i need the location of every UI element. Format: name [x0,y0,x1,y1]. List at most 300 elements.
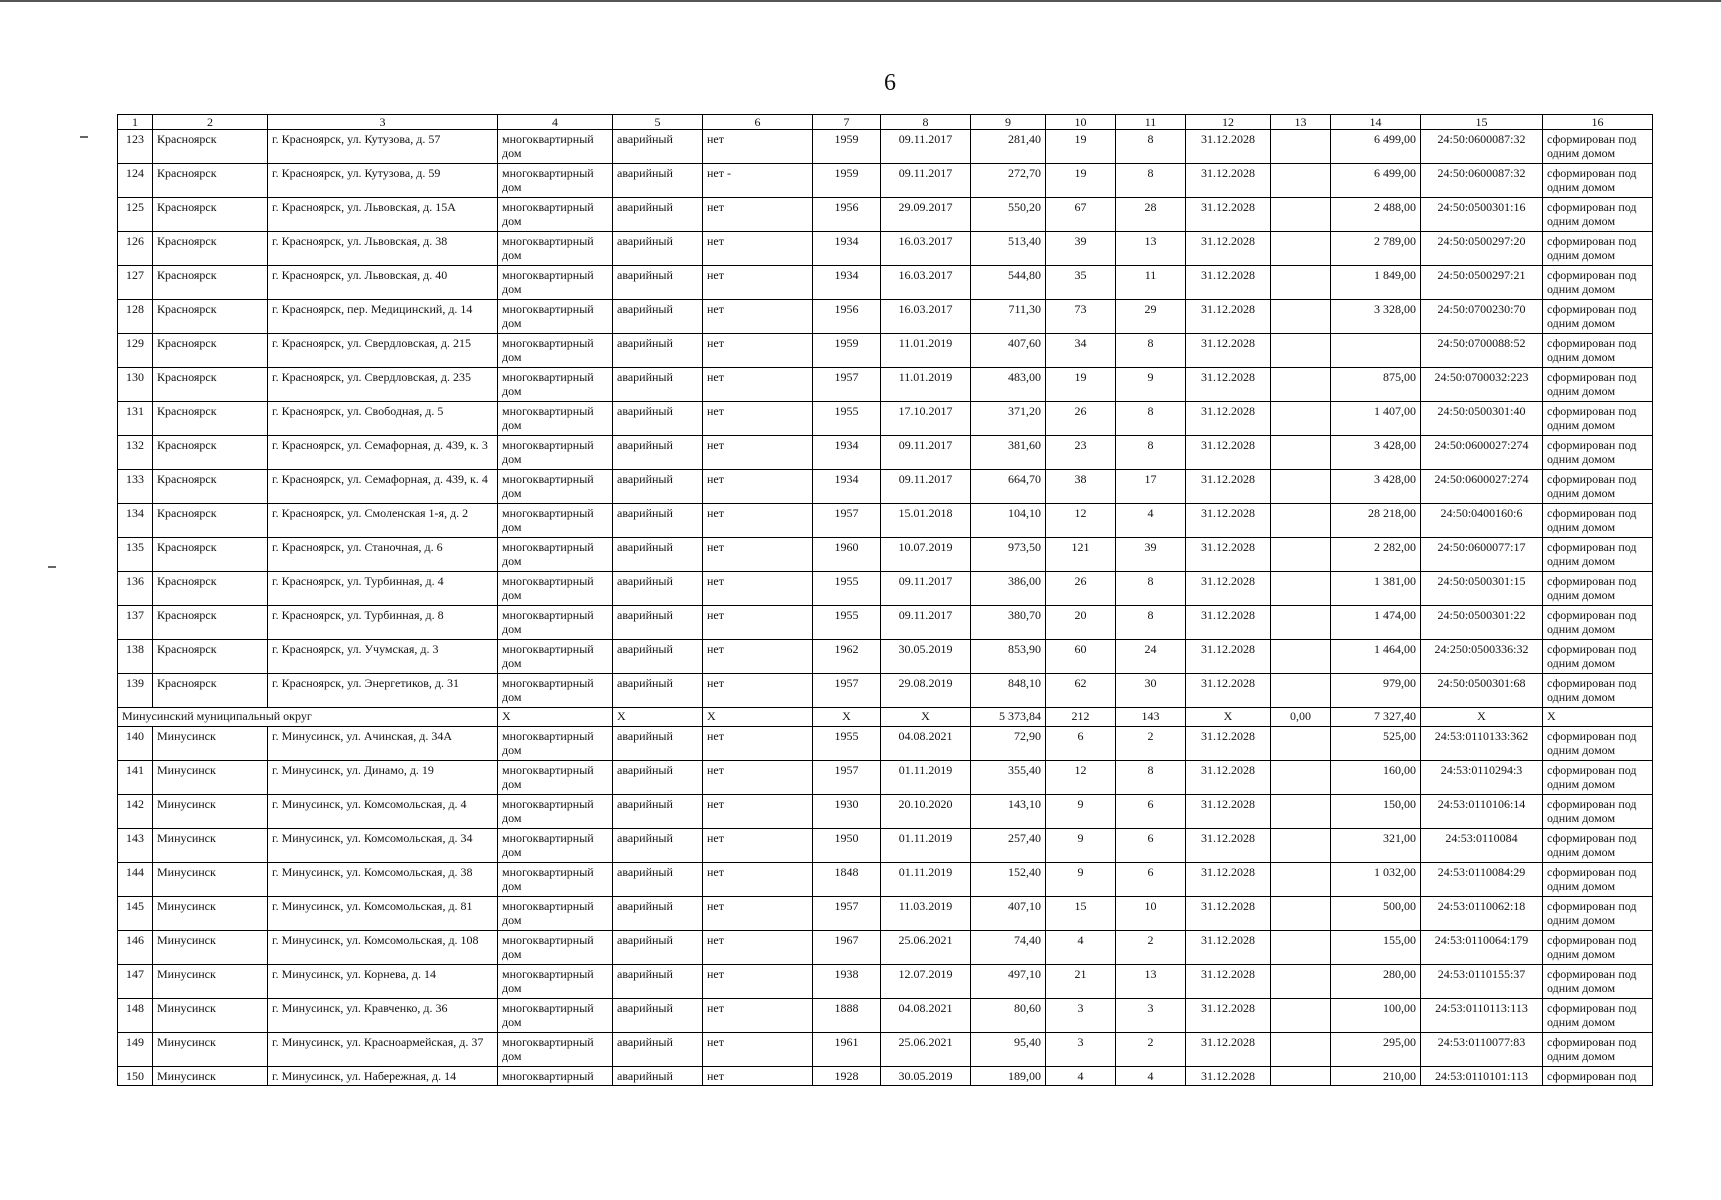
column-13-cell [1271,931,1331,965]
residents-cell: 23 [1046,436,1116,470]
year-cell: 1955 [813,606,881,640]
land-area-cell: 2 282,00 [1331,538,1421,572]
table-row [118,538,1653,572]
flag-cell: нет [703,897,813,931]
apartments-cell: 17 [1116,470,1186,504]
recognition-date-cell: 01.11.2019 [881,761,971,795]
building-type-cell: многоквартирный дом [498,470,613,504]
city-cell: Красноярск [153,402,268,436]
land-status-cell: сформирован под одним домом [1543,863,1653,897]
condition-cell: аварийный [613,965,703,999]
condition-cell: аварийный [613,640,703,674]
apartments-cell: 2 [1116,1033,1186,1067]
recognition-date-cell: 15.01.2018 [881,504,971,538]
apartments-cell: 11 [1116,266,1186,300]
building-type-cell: многоквартирный дом [498,761,613,795]
condition-cell: аварийный [613,300,703,334]
row-number: 142 [118,795,153,829]
recognition-date-cell: 29.08.2019 [881,674,971,708]
year-cell: 1955 [813,402,881,436]
flag-cell: нет [703,829,813,863]
city-cell: Минусинск [153,795,268,829]
address-cell: г. Минусинск, ул. Комсомольская, д. 108 [268,931,498,965]
housing-table [117,114,1653,1086]
cadastral-number-cell: 24:53:0110294:3 [1421,761,1543,795]
row-number: 149 [118,1033,153,1067]
land-area-cell: 100,00 [1331,999,1421,1033]
flag-cell: нет [703,368,813,402]
building-type-cell: многоквартирный дом [498,572,613,606]
condition-cell: аварийный [613,164,703,198]
land-status-cell: сформирован под одним домом [1543,795,1653,829]
recognition-date-cell: 01.11.2019 [881,829,971,863]
cadastral-number-cell: 24:53:0110077:83 [1421,1033,1543,1067]
residents-cell: 9 [1046,829,1116,863]
year-cell: 1961 [813,1033,881,1067]
row-number: 141 [118,761,153,795]
land-area-cell: 3 328,00 [1331,300,1421,334]
residents-cell: 4 [1046,931,1116,965]
apartments-cell: 6 [1116,863,1186,897]
column-number: 15 [1421,115,1543,130]
subtotal-cell: X [498,708,613,727]
column-number: 10 [1046,115,1116,130]
city-cell: Минусинск [153,931,268,965]
table-row [118,368,1653,402]
flag-cell: нет [703,640,813,674]
column-13-cell [1271,300,1331,334]
column-number: 2 [153,115,268,130]
flag-cell: нет [703,1033,813,1067]
recognition-date-cell: 12.07.2019 [881,965,971,999]
table-row [118,727,1653,761]
address-cell: г. Красноярск, ул. Семафорная, д. 439, к. 4 [268,470,498,504]
deadline-cell: 31.12.2028 [1186,164,1271,198]
area-cell: 973,50 [971,538,1046,572]
table-row [118,640,1653,674]
subtotal-cell: 7 327,40 [1331,708,1421,727]
cadastral-number-cell: 24:53:0110101:113 [1421,1067,1543,1086]
condition-cell: аварийный [613,334,703,368]
condition-cell: аварийный [613,1067,703,1086]
cadastral-number-cell: 24:50:0500301:68 [1421,674,1543,708]
column-number: 11 [1116,115,1186,130]
address-cell: г. Красноярск, ул. Свободная, д. 5 [268,402,498,436]
address-cell: г. Красноярск, ул. Станочная, д. 6 [268,538,498,572]
apartments-cell: 6 [1116,829,1186,863]
address-cell: г. Красноярск, ул. Энергетиков, д. 31 [268,674,498,708]
apartments-cell: 28 [1116,198,1186,232]
subtotal-cell: 0,00 [1271,708,1331,727]
deadline-cell: 31.12.2028 [1186,334,1271,368]
deadline-cell: 31.12.2028 [1186,931,1271,965]
area-cell: 257,40 [971,829,1046,863]
apartments-cell: 8 [1116,164,1186,198]
land-status-cell: сформирован под одним домом [1543,1033,1653,1067]
flag-cell: нет [703,931,813,965]
apartments-cell: 8 [1116,761,1186,795]
row-number: 139 [118,674,153,708]
flag-cell: нет - [703,164,813,198]
condition-cell: аварийный [613,368,703,402]
city-cell: Красноярск [153,470,268,504]
land-status-cell: сформирован под одним домом [1543,198,1653,232]
table-row [118,761,1653,795]
condition-cell: аварийный [613,436,703,470]
address-cell: г. Красноярск, ул. Кутузова, д. 57 [268,130,498,164]
apartments-cell: 4 [1116,1067,1186,1086]
building-type-cell: многоквартирный [498,1067,613,1086]
year-cell: 1957 [813,368,881,402]
condition-cell: аварийный [613,504,703,538]
residents-cell: 9 [1046,795,1116,829]
city-cell: Красноярск [153,640,268,674]
deadline-cell: 31.12.2028 [1186,863,1271,897]
column-number: 7 [813,115,881,130]
city-cell: Красноярск [153,572,268,606]
land-area-cell: 1 849,00 [1331,266,1421,300]
address-cell: г. Красноярск, ул. Львовская, д. 15А [268,198,498,232]
land-area-cell: 160,00 [1331,761,1421,795]
apartments-cell: 29 [1116,300,1186,334]
subtotal-cell: 212 [1046,708,1116,727]
table-row [118,606,1653,640]
apartments-cell: 3 [1116,999,1186,1033]
address-cell: г. Минусинск, ул. Набережная, д. 14 [268,1067,498,1086]
row-number: 126 [118,232,153,266]
land-area-cell: 321,00 [1331,829,1421,863]
flag-cell: нет [703,436,813,470]
land-area-cell: 3 428,00 [1331,470,1421,504]
table-row [118,130,1653,164]
residents-cell: 9 [1046,863,1116,897]
row-number: 130 [118,368,153,402]
cadastral-number-cell: 24:50:0500301:22 [1421,606,1543,640]
cadastral-number-cell: 24:250:0500336:32 [1421,640,1543,674]
condition-cell: аварийный [613,897,703,931]
flag-cell: нет [703,334,813,368]
residents-cell: 12 [1046,761,1116,795]
address-cell: г. Красноярск, пер. Медицинский, д. 14 [268,300,498,334]
city-cell: Минусинск [153,1067,268,1086]
column-13-cell [1271,436,1331,470]
address-cell: г. Минусинск, ул. Комсомольская, д. 4 [268,795,498,829]
flag-cell: нет [703,232,813,266]
address-cell: г. Красноярск, ул. Львовская, д. 40 [268,266,498,300]
apartments-cell: 13 [1116,965,1186,999]
residents-cell: 6 [1046,727,1116,761]
land-status-cell: сформирован под одним домом [1543,931,1653,965]
recognition-date-cell: 16.03.2017 [881,300,971,334]
address-cell: г. Минусинск, ул. Кравченко, д. 36 [268,999,498,1033]
flag-cell: нет [703,674,813,708]
column-13-cell [1271,164,1331,198]
residents-cell: 60 [1046,640,1116,674]
recognition-date-cell: 10.07.2019 [881,538,971,572]
year-cell: 1962 [813,640,881,674]
cadastral-number-cell: 24:50:0500297:20 [1421,232,1543,266]
table-row [118,795,1653,829]
subtotal-cell: X [813,708,881,727]
cadastral-number-cell: 24:50:0600027:274 [1421,436,1543,470]
condition-cell: аварийный [613,795,703,829]
margin-mark [48,566,56,568]
table-row [118,300,1653,334]
year-cell: 1959 [813,130,881,164]
deadline-cell: 31.12.2028 [1186,538,1271,572]
deadline-cell: 31.12.2028 [1186,1033,1271,1067]
row-number: 124 [118,164,153,198]
year-cell: 1934 [813,266,881,300]
table-row [118,829,1653,863]
subtotal-cell: X [1543,708,1653,727]
cadastral-number-cell: 24:50:0500301:16 [1421,198,1543,232]
year-cell: 1955 [813,572,881,606]
table-row [118,232,1653,266]
year-cell: 1957 [813,674,881,708]
area-cell: 355,40 [971,761,1046,795]
residents-cell: 67 [1046,198,1116,232]
cadastral-number-cell: 24:53:0110113:113 [1421,999,1543,1033]
page-number: 6 [884,70,896,96]
land-area-cell: 280,00 [1331,965,1421,999]
address-cell: г. Минусинск, ул. Красноармейская, д. 37 [268,1033,498,1067]
cadastral-number-cell: 24:50:0600077:17 [1421,538,1543,572]
flag-cell: нет [703,538,813,572]
margin-mark [80,136,88,138]
city-cell: Красноярск [153,232,268,266]
recognition-date-cell: 11.01.2019 [881,334,971,368]
city-cell: Минусинск [153,999,268,1033]
deadline-cell: 31.12.2028 [1186,640,1271,674]
address-cell: г. Красноярск, ул. Семафорная, д. 439, к. 3 [268,436,498,470]
table-row [118,674,1653,708]
city-cell: Красноярск [153,436,268,470]
year-cell: 1967 [813,931,881,965]
district-title: Минусинский муниципальный округ [118,708,498,727]
apartments-cell: 8 [1116,334,1186,368]
column-13-cell [1271,334,1331,368]
recognition-date-cell: 30.05.2019 [881,1067,971,1086]
building-type-cell: многоквартирный дом [498,1033,613,1067]
apartments-cell: 39 [1116,538,1186,572]
recognition-date-cell: 16.03.2017 [881,232,971,266]
table-row [118,266,1653,300]
table-row [118,164,1653,198]
year-cell: 1938 [813,965,881,999]
area-cell: 380,70 [971,606,1046,640]
building-type-cell: многоквартирный дом [498,829,613,863]
land-status-cell: сформирован под одним домом [1543,436,1653,470]
column-13-cell [1271,727,1331,761]
land-area-cell: 1 381,00 [1331,572,1421,606]
table-row [118,999,1653,1033]
deadline-cell: 31.12.2028 [1186,232,1271,266]
column-13-cell [1271,1067,1331,1086]
city-cell: Красноярск [153,606,268,640]
year-cell: 1928 [813,1067,881,1086]
deadline-cell: 31.12.2028 [1186,402,1271,436]
table-row [118,931,1653,965]
land-status-cell: сформирован под одним домом [1543,334,1653,368]
area-cell: 664,70 [971,470,1046,504]
residents-cell: 38 [1046,470,1116,504]
residents-cell: 15 [1046,897,1116,931]
area-cell: 72,90 [971,727,1046,761]
residents-cell: 34 [1046,334,1116,368]
recognition-date-cell: 09.11.2017 [881,606,971,640]
land-area-cell: 525,00 [1331,727,1421,761]
apartments-cell: 4 [1116,504,1186,538]
address-cell: г. Красноярск, ул. Свердловская, д. 215 [268,334,498,368]
row-number: 134 [118,504,153,538]
recognition-date-cell: 09.11.2017 [881,470,971,504]
table-row [118,436,1653,470]
recognition-date-cell: 11.01.2019 [881,368,971,402]
recognition-date-cell: 20.10.2020 [881,795,971,829]
building-type-cell: многоквартирный дом [498,897,613,931]
apartments-cell: 8 [1116,572,1186,606]
year-cell: 1848 [813,863,881,897]
address-cell: г. Минусинск, ул. Корнева, д. 14 [268,965,498,999]
building-type-cell: многоквартирный дом [498,402,613,436]
deadline-cell: 31.12.2028 [1186,965,1271,999]
land-area-cell: 875,00 [1331,368,1421,402]
condition-cell: аварийный [613,606,703,640]
cadastral-number-cell: 24:50:0500297:21 [1421,266,1543,300]
deadline-cell: 31.12.2028 [1186,795,1271,829]
row-number: 145 [118,897,153,931]
row-number: 132 [118,436,153,470]
building-type-cell: многоквартирный дом [498,606,613,640]
address-cell: г. Красноярск, ул. Львовская, д. 38 [268,232,498,266]
flag-cell: нет [703,1067,813,1086]
table-row [118,1033,1653,1067]
land-status-cell: сформирован под одним домом [1543,402,1653,436]
residents-cell: 3 [1046,1033,1116,1067]
row-number: 136 [118,572,153,606]
building-type-cell: многоквартирный дом [498,130,613,164]
city-cell: Красноярск [153,334,268,368]
land-status-cell: сформирован под [1543,1067,1653,1086]
table-row [118,965,1653,999]
condition-cell: аварийный [613,829,703,863]
cadastral-number-cell: 24:53:0110133:362 [1421,727,1543,761]
column-13-cell [1271,1033,1331,1067]
row-number: 148 [118,999,153,1033]
year-cell: 1960 [813,538,881,572]
recognition-date-cell: 25.06.2021 [881,1033,971,1067]
land-area-cell: 979,00 [1331,674,1421,708]
building-type-cell: многоквартирный дом [498,795,613,829]
residents-cell: 26 [1046,402,1116,436]
building-type-cell: многоквартирный дом [498,538,613,572]
area-cell: 143,10 [971,795,1046,829]
residents-cell: 26 [1046,572,1116,606]
area-cell: 497,10 [971,965,1046,999]
condition-cell: аварийный [613,761,703,795]
year-cell: 1957 [813,897,881,931]
column-13-cell [1271,640,1331,674]
column-number: 6 [703,115,813,130]
land-area-cell: 28 218,00 [1331,504,1421,538]
condition-cell: аварийный [613,232,703,266]
recognition-date-cell: 30.05.2019 [881,640,971,674]
land-area-cell [1331,334,1421,368]
building-type-cell: многоквартирный дом [498,232,613,266]
building-type-cell: многоквартирный дом [498,368,613,402]
deadline-cell: 31.12.2028 [1186,674,1271,708]
area-cell: 711,30 [971,300,1046,334]
area-cell: 281,40 [971,130,1046,164]
area-cell: 407,10 [971,897,1046,931]
subtotal-cell: X [881,708,971,727]
residents-cell: 19 [1046,164,1116,198]
flag-cell: нет [703,572,813,606]
condition-cell: аварийный [613,674,703,708]
city-cell: Минусинск [153,727,268,761]
condition-cell: аварийный [613,402,703,436]
recognition-date-cell: 16.03.2017 [881,266,971,300]
city-cell: Красноярск [153,674,268,708]
row-number: 150 [118,1067,153,1086]
apartments-cell: 8 [1116,130,1186,164]
cadastral-number-cell: 24:50:0500301:40 [1421,402,1543,436]
building-type-cell: многоквартирный дом [498,863,613,897]
building-type-cell: многоквартирный дом [498,504,613,538]
residents-cell: 73 [1046,300,1116,334]
row-number: 146 [118,931,153,965]
table-row [118,572,1653,606]
cadastral-number-cell: 24:53:0110106:14 [1421,795,1543,829]
cadastral-number-cell: 24:53:0110062:18 [1421,897,1543,931]
condition-cell: аварийный [613,198,703,232]
land-status-cell: сформирован под одним домом [1543,368,1653,402]
area-cell: 544,80 [971,266,1046,300]
column-13-cell [1271,402,1331,436]
city-cell: Минусинск [153,897,268,931]
land-area-cell: 3 428,00 [1331,436,1421,470]
subtotal-cell: X [613,708,703,727]
row-number: 143 [118,829,153,863]
city-cell: Минусинск [153,1033,268,1067]
area-cell: 74,40 [971,931,1046,965]
land-status-cell: сформирован под одним домом [1543,504,1653,538]
column-13-cell [1271,470,1331,504]
subtotal-cell: X [703,708,813,727]
residents-cell: 4 [1046,1067,1116,1086]
row-number: 125 [118,198,153,232]
land-status-cell: сформирован под одним домом [1543,606,1653,640]
condition-cell: аварийный [613,727,703,761]
residents-cell: 39 [1046,232,1116,266]
deadline-cell: 31.12.2028 [1186,130,1271,164]
land-status-cell: сформирован под одним домом [1543,538,1653,572]
subtotal-cell: X [1421,708,1543,727]
land-area-cell: 1 474,00 [1331,606,1421,640]
year-cell: 1934 [813,470,881,504]
column-13-cell [1271,897,1331,931]
row-number: 128 [118,300,153,334]
cadastral-number-cell: 24:50:0600027:274 [1421,470,1543,504]
land-status-cell: сформирован под одним домом [1543,761,1653,795]
column-number: 13 [1271,115,1331,130]
year-cell: 1930 [813,795,881,829]
address-cell: г. Красноярск, ул. Свердловская, д. 235 [268,368,498,402]
cadastral-number-cell: 24:50:0700032:223 [1421,368,1543,402]
page-top-edge [0,0,1721,2]
column-number: 4 [498,115,613,130]
